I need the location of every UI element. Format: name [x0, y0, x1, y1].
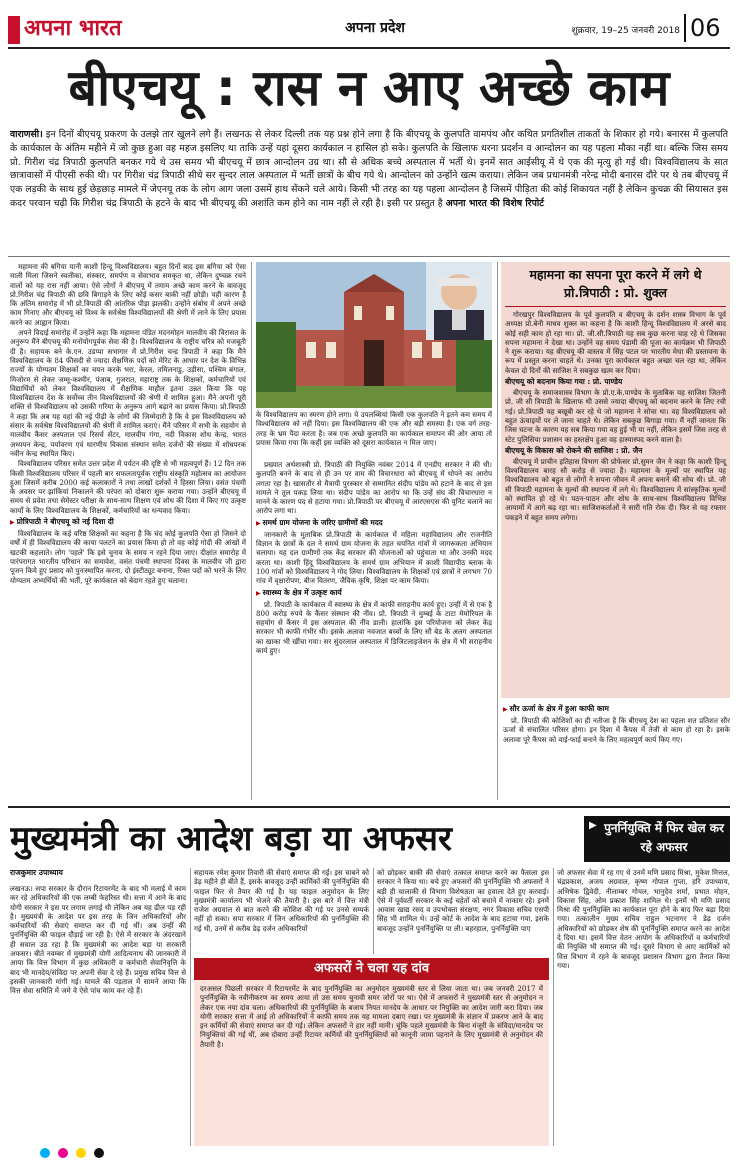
- header-rule: [8, 47, 730, 49]
- lead-column-1: [10, 262, 246, 800]
- lead-col2-para: प्रख्यात अर्थशास्त्री प्रो. त्रिपाठी की नियुक्ति नवंबर 2014 में एनडीए सरकार ने की थी। कुलपति बनने के बाद से ही उन पर वाम की विचारधारा को बीएचयू में थोपने का आरोप लगता रहा है। खासतौर से मैत्रायी पुरस्कार से सम्मानित संदीप पांडेय को हटाने के बाद से इस मामले ने तूल पकड़ लिया था। संदीप पांडेय का आरोप था कि उन्हें संघ की विचारधारा न मानने के कारण पद से हटाया गया। प्रो.त्रिपाठी पर बीएचयू में आरएसएस की यूनिट चलाने का आरोप लगा था।: [256, 460, 492, 516]
- sidebar-para: गोरखपुर विश्वविद्यालय के पूर्व कुलपति व बीएचयू के दर्शन शास्त्र विभाग के पूर्व अध्यक्ष प्रो.बेनी माधव शुक्ल का कहना है कि काशी हिन्दू विश्वविद्यालय में अरसे बाद कोई सही काम हो रहा था। प्रो. जी.सी.त्रिपाठी यह सब कुछ करना चाह रहे थे जिसका सपना महामना ने देखा था। उन्होंने वह समय पंडामी की पूजा का कार्यक्रम भी जिपाठी ने शुरू कराया। यह बीएचयू की वास्तव में सिंह पटल पर भारतीय मेधा की प्रस्तावना के रूप में प्रस्तुत करना चाहते थे। उनका पूरा कार्यकाल बहुत अच्छा चल रहा था, लेकिन केवल दो दिनों की साजिश ने सबकुछ खत्म कर दिया।: [505, 310, 726, 375]
- lead-column-2: [256, 460, 492, 800]
- intro-text: इन दिनों बीएचयू प्रकरण के उलझे तार खुलने लगे हैं। लखनऊ से लेकर दिल्ली तक यह प्रश्न होने लगा है कि बीएचयू के कुलपति वामपंथ और कथित प्रगतिशील ताकतों के शिकार हो गये। बनारस में कुलपति के कार्यकाल के अंतिम महीने में जो कुछ हुआ वह महज इसलिए था ताकि उन्हें यहां दूसरा कार्यकाल न हासिल हो सके। कुलपति के खिलाफ धरना प्रदर्शन व आन्दोलन का यह पहला मौका नहीं था। बल्कि जिस समय प्रो. गिरीश चंद्र त्रिपाठी कुलपति बनकर गये थे उस समय भी बीएचयू में छात्र आन्दोलन उग्र था। सौ से अधिक बच्चे अस्पताल में भर्ती थे। इनमें सात आईसीयू में थे एक की मृत्यु हो गई थी। विश्वविद्यालय के सात छात्रावासों में पीएसी रुकी थी। पर गिरीश चंद्र त्रिपाठी सीधे सर सुन्दर लाल अस्पताल में भर्ती छात्रों के बीच गये थे। आन्दोलन को उन्होंने खत्म कराया। लेकिन जब प्रधानमंत्री नरेन्द्र मोदी बनारस दौरे पर थे तब बीएचयू में एक लड़की के साथ हुई छेड़छाड़ मामले में जेएनयू तक के लोग आग जला उसमें हाथ सेंकने चले आये। किसी भी तरह का यह पहला आन्दोलन है जिसमें पीड़िता की कोई शिकायत नहीं है लेकिन कुचक्र की सियासत इस कदर परवान चढ़ी कि गिरीश चंद्र त्रिपाठी के हटने के बाद भी बीएचयू की अशांति कम होने का नाम नहीं ले रही है। इसी पर प्रस्तुत है: [10, 129, 728, 209]
- bhu-building-image: [256, 262, 492, 408]
- lead-col2-subhead: ▶ स्वास्थ्य के क्षेत्र में उत्कृष्ट कार्य: [256, 587, 342, 597]
- sidebar-title: महामना का सपना पूरा करने में लगे थे प्रो.त्रिपाठी : प्रो. शुक्ल: [529, 267, 702, 300]
- column-divider: [190, 868, 191, 1146]
- sidebar-para: बीएचयू में प्राचीन इतिहास विभाग की प्रोफेसर प्रो.सुमन जैन ने कहा कि काशी हिन्दू विश्वविद्यालय बारह सौ करोड़ से ज्यादा है। महामना के मूल्यों पर स्थापित यह विश्वविद्यालय को बहुत से लोगों ने सपना जीवन में अपना बनाने की सोच थी। प्रो. जी सी त्रिपाठी महामना के मूल्यों की स्थापना में लगे थे। विश्वविद्यालय में सांस्कृतिक मूल्यों को स्थापित हो रहे थे। पठन-पाठन और शोध के साथ-साथ विश्वविद्यालय विभिन्न आयामों में आगे बढ़ रहा था। साजिशकर्ताओं ने सारी गति रोक दी। फिर से यह रफ्तार पकड़ने में बहुत समय लगेगा।: [505, 456, 726, 522]
- sidebar-body: [505, 310, 726, 694]
- officers-trick-box: [194, 958, 549, 1146]
- column-divider: [251, 262, 252, 800]
- photo-continuation-text: के विश्वविद्यालय का स्मरण होने लगा। ये उपलब्धियां किसी एक कुलपति ने इतने कम समय में विश्वविद्यालय को नहीं दिया। इस विश्वविद्यालय की एक और बड़ी समस्या है। एक वर्ग तरह-तरह के भ्रम पैदा करता है। जब एक अच्छे कुलपति का कार्यकाल समापन की ओर आया तो प्रयास किया गया कि कहीं इस व्यक्ति को दूसरा कार्यकाल न मिल जाए।: [256, 410, 492, 447]
- triangle-bullet-icon: ▶: [256, 519, 261, 527]
- second-column-2: सहायक रमेश कुमार तिवारी की सेवाएं समाप्त की गईं। इस चाबने को डेढ़ महीने ही बीते हैं, इसके बावजूद उन्हीं कार्मिकों की पुनर्नियुक्ति की फाइल फिर से तैयार की गई है। यह फाइल अनुमोदन के लिए मुख्यमंत्री कार्यालय भी भेजने की तैयारी है। इस बारे में वित्त मंत्री राजेश अग्रवाल से बात करने की कोशिश की गई पर उनसे सम्पर्क नहीं हो सका। सपा सरकार में जिन अधिकारियों की पुनर्नियुक्ति की गई थी, उनमें से करीब डेढ़ दर्जन अधिकारियों: [194, 868, 369, 933]
- page-number: 06: [690, 14, 721, 42]
- intro-rule: [8, 256, 730, 257]
- registration-mark-cyan: [40, 1148, 50, 1158]
- solar-section: [503, 702, 730, 800]
- triangle-bullet-icon: ▶: [503, 706, 508, 713]
- lead-col2-subhead: ▶ समर्थ ग्राम योजना के जरिए ग्रामीणों की मदद: [256, 517, 383, 527]
- bhu-building-photo: [256, 262, 492, 408]
- solar-text: प्रो. त्रिपाठी की कोशिशों का ही नतीजा है कि बीएचयू देश का पहला शत प्रतिशत सौर ऊर्जा से संचालित परिसर होगा। इन दिशा में कैंपस में तेजी से काम हो रहा है। इसके अलावा पूरे कैंपस को वाई-फाई बनाने के लिए महत्वपूर्ण कार्य किए गए।: [503, 716, 730, 744]
- arrow-icon: ▶: [589, 820, 597, 831]
- second-column-3: को छोड़कर बाकी की सेवाएं तत्काल समाप्त करने का फैसला इस सरकार ने किया था। बचे हुए अफसरों की पुनर्नियुक्ति भी अफसरों ने बड़ी ही चालाकी से विभाग विशेषज्ञता का हवाला देते हुए करवाई। ऐसे में पूर्ववर्ती सरकार के कई चहेतों को बचाने में नाकाम रहे। इनमें आवास खाद्य रसद व उपभोक्ता संरक्षण, नगर विकास सचिव एसपी सिंह भी शामिल थे। उन्हें कोर्ट के आदेश के बाद हटाया गया, इसके बावजूद उन्होंने पुनर्नियुक्ति पा ली। बहरहाल, पुनर्नियुक्ति पाए: [377, 868, 549, 933]
- solar-subhead: ▶ सौर ऊर्जा के क्षेत्र में हुआ काफी काम: [503, 704, 609, 713]
- intro-highlight: अपना भारत की विशेष रिपोर्ट: [445, 197, 544, 209]
- header-divider: [684, 14, 686, 42]
- second-column-1: लखनऊ। सपा सरकार के दौरान रिटायरमेंट के बाद भी मलाई में काम कर रहे अधिकारियों की एक लम्बी फेहरिस्त थी। सत्ता में आने के बाद योगी सरकार ने इस पर लगाम लगाई थी लेकिन अब यह ढील पड़ रही है। मुख्यमंत्री के आदेश पर इस तरह के जिन अधिकारियों और कर्मचारियों की सेवाएं समाप्त कर दी गई थीं। अब उन्हीं की पुनर्नियुक्ति की फाइल दौड़ाई जा रही है। ऐसे में सरकार के अंदरखाने ही सवाल उठ रहा है कि मुख्यमंत्री का आदेश बड़ा या सरकारी अफसर। बीते नवम्बर में मुख्यमंत्री योगी आदित्यनाथ की जानकारी में आया कि वित्त विभाग में कुछ अधिकारी व कर्मचारी सेवानिवृत्ति के बाद भी मानदेय/संविदा पर अपनी सेवा दे रहे हैं। प्रमुख सचिव वित्त से इसकी जानकारी मांगी गई। मामले की पड़ताल में सामने आया कि वित्त सेवा समिति में जमे वे ऐसे पांच काम कर रहे हैं।: [10, 884, 186, 996]
- box-text: दरअसल पिछली सरकार में रिटायरमेंट के बाद पुनर्नियुक्ति का अनुमोदन मुख्यमंत्री स्तर से लिया जाता था। जब जनवरी 2017 में पुनर्नियुक्ति के नवीनीकरण का समय आया तो उस समय चुनावी समर जोरों पर था। ऐसे में अफसरों ने मुख्यमंत्री स्तर से अनुमोदन न लेकर एक नया दांव चला। अधिकारियों की पुनर्नियुक्ति के बजाय नियत मानदेय के आधार पर नियुक्ति का आदेश जारी करा दिया। जब योगी सरकार सत्ता में आई तो अधिकारियों ने काफी समय तक यह मामला दबाए रखा। पर मुख्यमंत्री के संज्ञान में प्रकरण आने के बाद इन कर्मियों की सेवाएं समाप्त कर दी गई। लेकिन अफसरों ने हार नहीं मानी। चूंकि पहले मुख्यमंत्री के बिना मंजूरी के संविदा/मानदेय पर नियुक्तियां की गई थीं, अब दोबारा उन्हीं रिटायर कर्मियों की पुनर्नियुक्तियों को कानूनी जामा पहनाने के लिए मुख्यमंत्री से अनुमोदन की तैयारी है।: [200, 984, 543, 1049]
- sidebar-rule: [505, 306, 726, 307]
- second-headline: मुख्यमंत्री का आदेश बड़ा या अफसर: [10, 819, 452, 859]
- lead-col1-para: महामना की बगिया यानी काशी हिन्दू विश्वविद्यालय। बहुत दिनों बाद इस बगिया को ऐसा माली मिला जिसने स्वलीका, संस्कार, समर्पण व सेवाभाव समकृत था, लेकिन दुष्चक्र रचने वालों को यह रास नहीं आया। ऐसे लोगों ने बीएचयू में तमाम अच्छे काम करने के बावजूद प्रो.गिरीश चंद्र त्रिपाठी की छवि बिगाड़ने के लिए कोई कसर बाकी नहीं छोड़ी। यही कारण है कि अंतिम समारोह में भी प्रो.त्रिपाठी की आंतरिक पीड़ा झलकी। उन्होंने संबोध में अपने अच्छे काम गिनाए और बीएचयू को विश्व के सर्वश्रेष्ठ विश्वविद्यालयों की श्रेणी में लाने के लिए प्रयास करने का आह्वान किया।: [10, 262, 246, 327]
- sidebar-subhead: बीएचयू के विकास को रोकने की साजिश : प्रो. जैन: [505, 445, 643, 455]
- sidebar-subhead: बीएचयू को बदनाम किया गया : प्रो. पाण्डेय: [505, 377, 623, 387]
- registration-mark-magenta: [58, 1148, 68, 1158]
- box-title: अफसरों ने चला यह दांव: [194, 958, 549, 980]
- column-divider: [553, 868, 554, 1146]
- byline: राजकुमार उपाध्याय: [10, 868, 63, 877]
- lead-col1-subhead: ▶ प्रोत्रिपाठी ने बीएचयू को नई दिशा दी: [10, 517, 114, 527]
- second-story-tag: ▶ पुनर्नियुक्ति में फिर खेल कर रहे अफसर: [584, 816, 730, 862]
- lead-col1-tail: विश्वविद्यालय के कई वरिष्ठ शिक्षकों का कहना है कि चंद कोई कुलपति ऐसा हो जिसने दो वर्षों में ही विश्वविद्यालय की काया पलटने का प्रयास किया हो तो वह कोई गोदी की आंखों में खटकी कहलाते। लोग 'पहले' कि इसे चुनाव के समय न रहने दिया जाए। दीक्षांत समारोह में पारंपरागत भारतीय परिधान का समावेश, वसंत पंचमी स्थापना दिवस के मालवीय जी द्वारा पूजन किये हुए प्रसाद को पुनःस्थापित करना, दो इंस्टीट्यूट बनाना, रिक्त पदों को भरने के लिए योग्यतम अभ्यर्थियों की भर्ती, पूरे कार्यकाल को बेदाग रहते हुए चलाना।: [10, 529, 246, 585]
- lead-headline: बीएचयू : रास न आए अच्छे काम: [68, 59, 670, 117]
- issue-date: शुक्रवार, 19–25 जनवरी 2018: [571, 26, 680, 36]
- column-divider: [373, 868, 374, 954]
- section-title: अपना प्रदेश: [345, 20, 405, 36]
- story-separator: [8, 806, 730, 808]
- lead-intro: [10, 128, 728, 252]
- second-column-4: जो अफसर सेवा में रह गए थे उनमें मणि प्रसाद मिश्रा, मुकेश मित्तल, चंद्रप्रकाश, अजय अग्रवाल, कृष्ण गोपाल गुप्ता, हरि उपाध्याय, अभिषेक द्विवेदी, नीलाम्बर गोयल, भानुदेव शर्मा, प्रभात मोहन, विकास सिंह, ओम प्रकाश सिंह शामिल थे। इनमें भी मणि प्रसाद मिश्रा की पुनर्नियुक्ति का कार्यकाल पूरा होने के बाद फिर बढ़ा दिया गया। तत्कालीन मुख्य सचिव राहुल भटनागर ने डेढ़ दर्जन अधिकारियों को छोड़कर शेष की पुनर्नियुक्ति समाप्त करने का आदेश दे दिया था। इसमें वित्त वेतन आयोग के अधिकारियों व कर्मचारियों की नियुक्ति भी समाप्त की गई। दूसरे विभाग से आए कार्मिकों को वित्त विभाग में रहने के बावजूद प्रशासन विभाग द्वारा तैनात किया गया।: [557, 868, 730, 970]
- sidebar-box: [501, 262, 730, 698]
- triangle-bullet-icon: ▶: [10, 519, 15, 527]
- sidebar-para: बीएचयू के समाजशास्त्र विभाग के प्रो.ए.के.पाण्डेय के मुताबिक यह साजिश जितनी प्रो. जी सी त्रिपाठी के खिलाफ थी उससे ज्यादा बीएचयू को बदनाम करने के लिए रची गई। प्रो.त्रिपाठी यह बखूबी कर रहे थे जो महामना ने सोचा था। वह विश्वविद्यालय को बहुत ऊंचाइयों पर ले जाना चाहते थे। लेकिन सबकुछ बिगाड़ा गया। मैं नहीं जानता कि जिस घटना के कारण यह सब किया गया वह हुई भी या नहीं, लेकिन इसमें जिस तरह से स्टेट पुलिसिया प्रशासन का हस्तक्षेप हुआ वह हास्यास्पद करने वाला है।: [505, 388, 726, 444]
- registration-mark-yellow: [76, 1148, 86, 1158]
- lead-col2-para: जानकारों के मुताबिक प्रो.त्रिपाठी के कार्यकाल में महिला महाविद्यालय और राजनीति विज्ञान के छात्रों के दल ने समर्थ ग्राम योजना के तहत चयनित गांवों में जागरूकता अभियान चलाया। यह दल ग्रामीणों तक केंद्र सरकार की योजनाओं को पहुंचाता था और उनकी मदद करता था। काशी हिंदू विश्वविद्यालय के समर्थ ग्राम अभियान में काशी विद्यापीठ ब्लाक के 100 गांवों को विश्वविद्यालय ने गोद लिया। विश्वविद्यालय के शिक्षकों एवं छात्रों ने लगभग 70 गांव में वृक्षारोपण, बीज वितरण, जैविक कृषि, शिक्षा पर काम किया।: [256, 529, 492, 586]
- column-divider: [497, 262, 498, 800]
- triangle-bullet-icon: ▶: [256, 589, 261, 597]
- lead-col1-para: विश्वविद्यालय परिसर समेत उत्तर प्रदेश में पर्यटन की दृष्टि से भी महत्वपूर्ण हैं। 12 दिन तक किसी विश्वविद्यालय परिसर में पहली बार सफलतापूर्वक राष्ट्रीय संस्कृति महोत्सव का आयोजन हुआ जिसमें करीब 2000 कई कलाकारों ने तथा लाखों दर्शकों ने हिस्सा लिया। वसंत पंचमी के अवसर पर झांकियां निकालने की परंपरा को दोबारा शुरू कराया गया। उन्होंने बीएचयू में समय से प्रवेश तथा सेमेस्टर परीक्षा के साथ-साथ शिक्षण एवं शोध की दिशा में किए गए उत्कृष्ट कार्यों के लिए विश्वविद्यालय के शिक्षकों, कर्मचारियों का धन्यवाद किया।: [10, 459, 246, 515]
- registration-mark-black: [94, 1148, 104, 1158]
- lead-col2-para: प्रो. त्रिपाठी के कार्यकाल में स्वास्थ्य के क्षेत्र में काफी सराहनीय कार्य हुए। उन्हीं में से एक है 800 करोड़ रुपये के कैंसर संस्थान की नींव। प्रो. त्रिपाठी ने मुम्बई के टाटा मेमोरियल के सहयोग से कैंसर में इस अस्पताल की नींव डाली। हालांकि इस परियोजना को लेकर केंद्र सरकार भी काफी गंभीर थी। इसके अलावा नवजात बच्चों के लिए सौ बेड के अलग अस्पताल का खाका भी खींचा गया। सर सुंदरलाल अस्पताल में डिजिटलाइजेशन के क्षेत्र में भी सराहनीय कार्य हुए।: [256, 599, 492, 656]
- lead-col1-para: अपने विदाई समारोह में उन्होंने कहा कि महामना पंडित मदनमोहन मालवीय की विरासत के अनुरूप मैंने बीएचयू की मनोयोगपूर्वक सेवा की है। विश्वविद्यालय के राष्ट्रीय चरित्र को मजबूती दी है। सहायक बने के.एन. उडप्पा सभागार में प्रो.गिरीश चन्द्र त्रिपाठी ने कहा कि मैंने विश्वविद्यालय के 84 फीसदी से ज्यादा शैक्षणिक पदों को मेरिट के आधार पर देश के विभिन्न राज्यों के योग्यतम शिक्षकों का चयन करके भरा, केरल, तमिलनाडु, उड़ीसा, पश्चिम बंगाल, मिजोरम से लेकर जम्मू-कश्मीर, पंजाब, गुजरात, महाराष्ट्र तक के शिक्षकों, कर्मचारियों एवं विद्यार्थियों को लेकर विश्वविद्यालय में शैक्षणिक माहौल इतना उन्नत किया कि यह विश्वविद्यालय देश के सर्वोच्च तीन विश्वविद्यालयों की श्रेणी में शामिल हुआ। मैंने अपनी पूरी शक्ति से विश्वविद्यालय को उसकी गरिमा के अनुरूप आगे बढ़ाने का प्रयास किया। प्रो.त्रिपाठी ने कहा कि अब यह यहां की नई पीढ़ी के लोगों की जिम्मेदारी है कि वे इस विश्वविद्यालय को संसार के सर्वश्रेष्ठ विश्वविद्यालयों की श्रेणी में शामिल कराएं। मैंने परिसर में सभी के सहयोग से मालवीय कैंसर अस्पताल एवं रिसर्च सेंटर, मालवीय गंगा, नदी विकास शोध केन्द्र, भारत अध्ययन केन्द्र, पर्यावरण एवं धारणीय विकास संस्थान समेत दर्जनों की संख्या में शोधपरक नवीन केन्द्र स्थापित किए।: [10, 328, 246, 458]
- intro-dateline: वाराणसी।: [10, 129, 43, 140]
- brand-logo: अपना भारत: [8, 14, 178, 44]
